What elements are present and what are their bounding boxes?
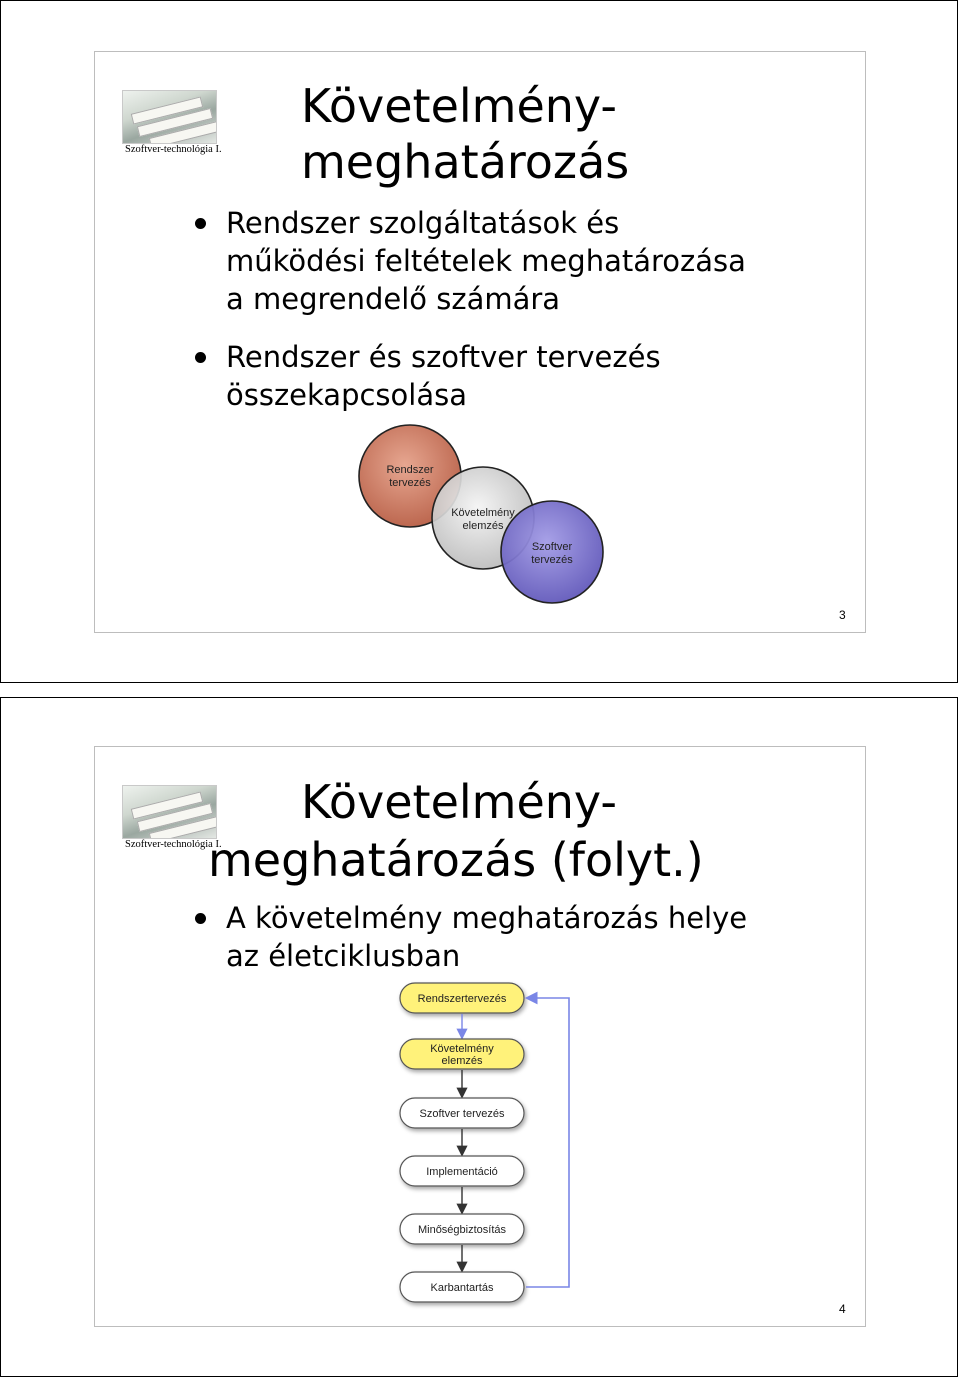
handout-page-2 — [0, 697, 958, 1377]
venn-label: tervezés — [531, 554, 573, 566]
course-logo-caption: Szoftver-technológia I. — [125, 839, 222, 850]
flow-step-label: elemzés — [441, 1055, 483, 1067]
bullet-line: Rendszer és szoftver tervezés — [226, 340, 661, 374]
flow-step-label: Rendszertervezés — [417, 993, 507, 1005]
flow-step-2 — [400, 1098, 524, 1128]
flow-step-label: Implementáció — [426, 1166, 498, 1178]
course-logo-caption: Szoftver-technológia I. — [125, 144, 222, 155]
flow-step-4 — [400, 1214, 524, 1244]
page-number: 3 — [839, 608, 846, 622]
flow-step-label: Követelmény — [430, 1043, 494, 1055]
bullet-line: Rendszer szolgáltatások és — [226, 206, 620, 240]
page-number: 4 — [839, 1302, 846, 1316]
slide-title-line1: Követelmény- — [301, 775, 617, 829]
flow-step-0 — [400, 983, 524, 1013]
bullet-line: a megrendelő számára — [226, 282, 561, 316]
slide-title-line2: meghatározás — [301, 135, 630, 189]
venn-label: elemzés — [462, 520, 504, 532]
bullet-line: A követelmény meghatározás helye — [226, 901, 748, 935]
flow-step-label: Minőségbiztosítás — [417, 1224, 507, 1236]
venn-label: Rendszer — [386, 464, 434, 476]
venn-label: tervezés — [389, 477, 431, 489]
flow-step-label: Karbantartás — [430, 1282, 494, 1294]
bullet-line: összekapcsolása — [226, 378, 467, 412]
feedback-loop-arrow — [526, 998, 569, 1287]
slide-4 — [94, 746, 866, 1327]
venn-diagram — [95, 52, 867, 632]
slide-3 — [94, 51, 866, 633]
flow-step-label: Szoftver tervezés — [419, 1108, 505, 1120]
handout-page-1 — [0, 0, 958, 683]
flow-step-3 — [400, 1156, 524, 1186]
flow-step-5 — [400, 1272, 524, 1302]
venn-circle-software-design — [501, 501, 603, 603]
venn-label: Szoftver — [531, 541, 573, 553]
slide-title-line2: meghatározás (folyt.) — [208, 833, 704, 887]
lifecycle-flowchart — [95, 747, 867, 1327]
bullet-line: az életciklusban — [226, 939, 461, 973]
venn-label: Követelmény — [451, 507, 515, 519]
flow-step-1 — [400, 1039, 524, 1069]
bullet-line: működési feltételek meghatározása — [226, 244, 746, 278]
slide-title-line1: Követelmény- — [301, 79, 617, 133]
